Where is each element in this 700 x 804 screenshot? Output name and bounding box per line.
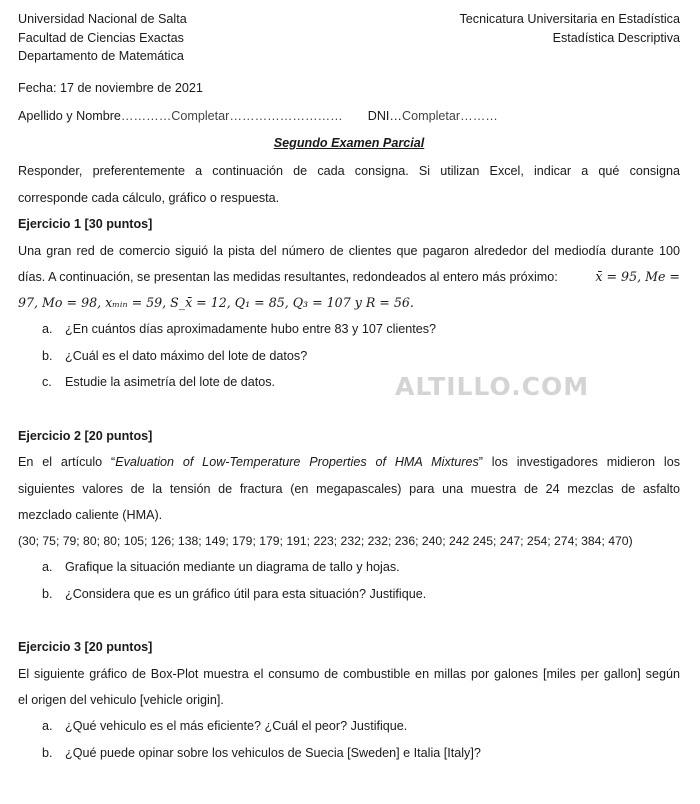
- exercise-2-data: (30; 75; 79; 80; 80; 105; 126; 138; 149; 179; 179; 191; 223; 232; 232; 236; 240; 242 245; 247; 254; 274; 384; 470): [18, 534, 633, 548]
- institution-header: [18, 10, 187, 66]
- article-outro: ” los investigadores midieron los: [478, 455, 680, 469]
- university-name: Universidad Nacional de Salta: [18, 12, 187, 26]
- exercise-3-heading: Ejercicio 3 [20 puntos]: [18, 640, 153, 654]
- item-text: Estudie la asimetría del lote de datos.: [65, 375, 276, 389]
- course-name: Estadística Descriptiva: [552, 30, 680, 45]
- exercise-3-line-2: el origen del vehiculo [vehicle origin].: [18, 693, 224, 707]
- item-text: ¿En cuántos días aproximadamente hubo entre 83 y 107 clientes?: [65, 322, 437, 336]
- exercise-1-item-b: [42, 347, 680, 365]
- exercise-1-item-a: [42, 320, 680, 338]
- dni-field[interactable]: Completar: [402, 109, 461, 123]
- item-letter: a.: [42, 560, 53, 574]
- watermark: ALTILLO.COM: [395, 372, 590, 401]
- exercise-3-item-b: [42, 744, 680, 762]
- intro-line-2: corresponde cada cálculo, gráfico o respuesta.: [18, 191, 280, 205]
- department-name: Departamento de Matemática: [18, 49, 184, 63]
- item-letter: b.: [42, 746, 53, 760]
- intro-line-1: Responder, preferentemente a continuación de cada consigna. Si utilizan Excel, indicar a qué consigna: [18, 164, 680, 178]
- item-letter: b.: [42, 587, 53, 601]
- course-header: [460, 10, 681, 47]
- program-name: Tecnicatura Universitaria en Estadística: [459, 12, 680, 26]
- exercise-2-line-1: [18, 453, 680, 471]
- name-dots-b: ………………………: [229, 109, 343, 123]
- item-letter: a.: [42, 322, 53, 336]
- article-intro: En el artículo “: [18, 455, 116, 469]
- item-letter: a.: [42, 719, 53, 733]
- item-text: ¿Considera que es un gráfico útil para esta situación? Justifique.: [65, 587, 427, 601]
- item-text: ¿Qué puede opinar sobre los vehiculos de Suecia [Sweden] e Italia [Italy]?: [65, 746, 481, 760]
- student-info-row: [18, 107, 680, 125]
- item-letter: b.: [42, 349, 53, 363]
- exercise-2-line-3: mezclado caliente (HMA).: [18, 508, 163, 522]
- exercise-1-line-1: Una gran red de comercio siguió la pista del número de clientes que pagaron alrededor del mediodía durante 100: [18, 244, 680, 258]
- exercise-2-line-2: siguientes valores de la tensión de fractura (en megapascales) para una muestra de 24 mezclas de asfalto: [18, 482, 680, 496]
- exercise-2-item-a: [42, 558, 680, 576]
- faculty-name: Facultad de Ciencias Exactas: [18, 30, 184, 45]
- exercise-1-mean-median: x̄ = 95, Me =: [595, 269, 680, 284]
- exercise-3-line-1: El siguiente gráfico de Box-Plot muestra el consumo de combustible en millas por galones [miles per gallon] según: [18, 667, 680, 681]
- exercise-2-item-b: [42, 585, 680, 603]
- exercise-1-heading: Ejercicio 1 [30 puntos]: [18, 217, 153, 231]
- dni-dots: ………: [460, 109, 498, 123]
- exercise-3-item-a: [42, 717, 680, 735]
- item-letter: c.: [42, 375, 52, 389]
- exercise-1-line-2-text: días. A continuación, se presentan las medidas resultantes, redondeados al entero más próximo:: [18, 270, 558, 284]
- exercise-2-heading: Ejercicio 2 [20 puntos]: [18, 429, 153, 443]
- exam-date: Fecha: 17 de noviembre de 2021: [18, 81, 203, 95]
- name-label: Apellido y Nombre: [18, 109, 121, 123]
- exam-title: Segundo Examen Parcial: [273, 136, 425, 150]
- item-text: ¿Qué vehiculo es el más eficiente? ¿Cuál el peor? Justifique.: [65, 719, 408, 733]
- name-field[interactable]: Completar: [171, 109, 230, 123]
- dni-label: DNI…: [367, 109, 403, 123]
- item-text: Grafique la situación mediante un diagrama de tallo y hojas.: [65, 560, 400, 574]
- exercise-1-line-2: [18, 268, 680, 286]
- name-dots-a: …………: [120, 109, 172, 123]
- item-text: ¿Cuál es el dato máximo del lote de datos?: [65, 349, 308, 363]
- article-title: Evaluation of Low-Temperature Properties of HMA Mixtures: [115, 455, 479, 469]
- exercise-1-measures: 97, Mo = 98, xₘᵢₙ = 59, S_x̄ = 12, Q₁ = 85, Q₃ = 107 y R = 56.: [18, 295, 414, 310]
